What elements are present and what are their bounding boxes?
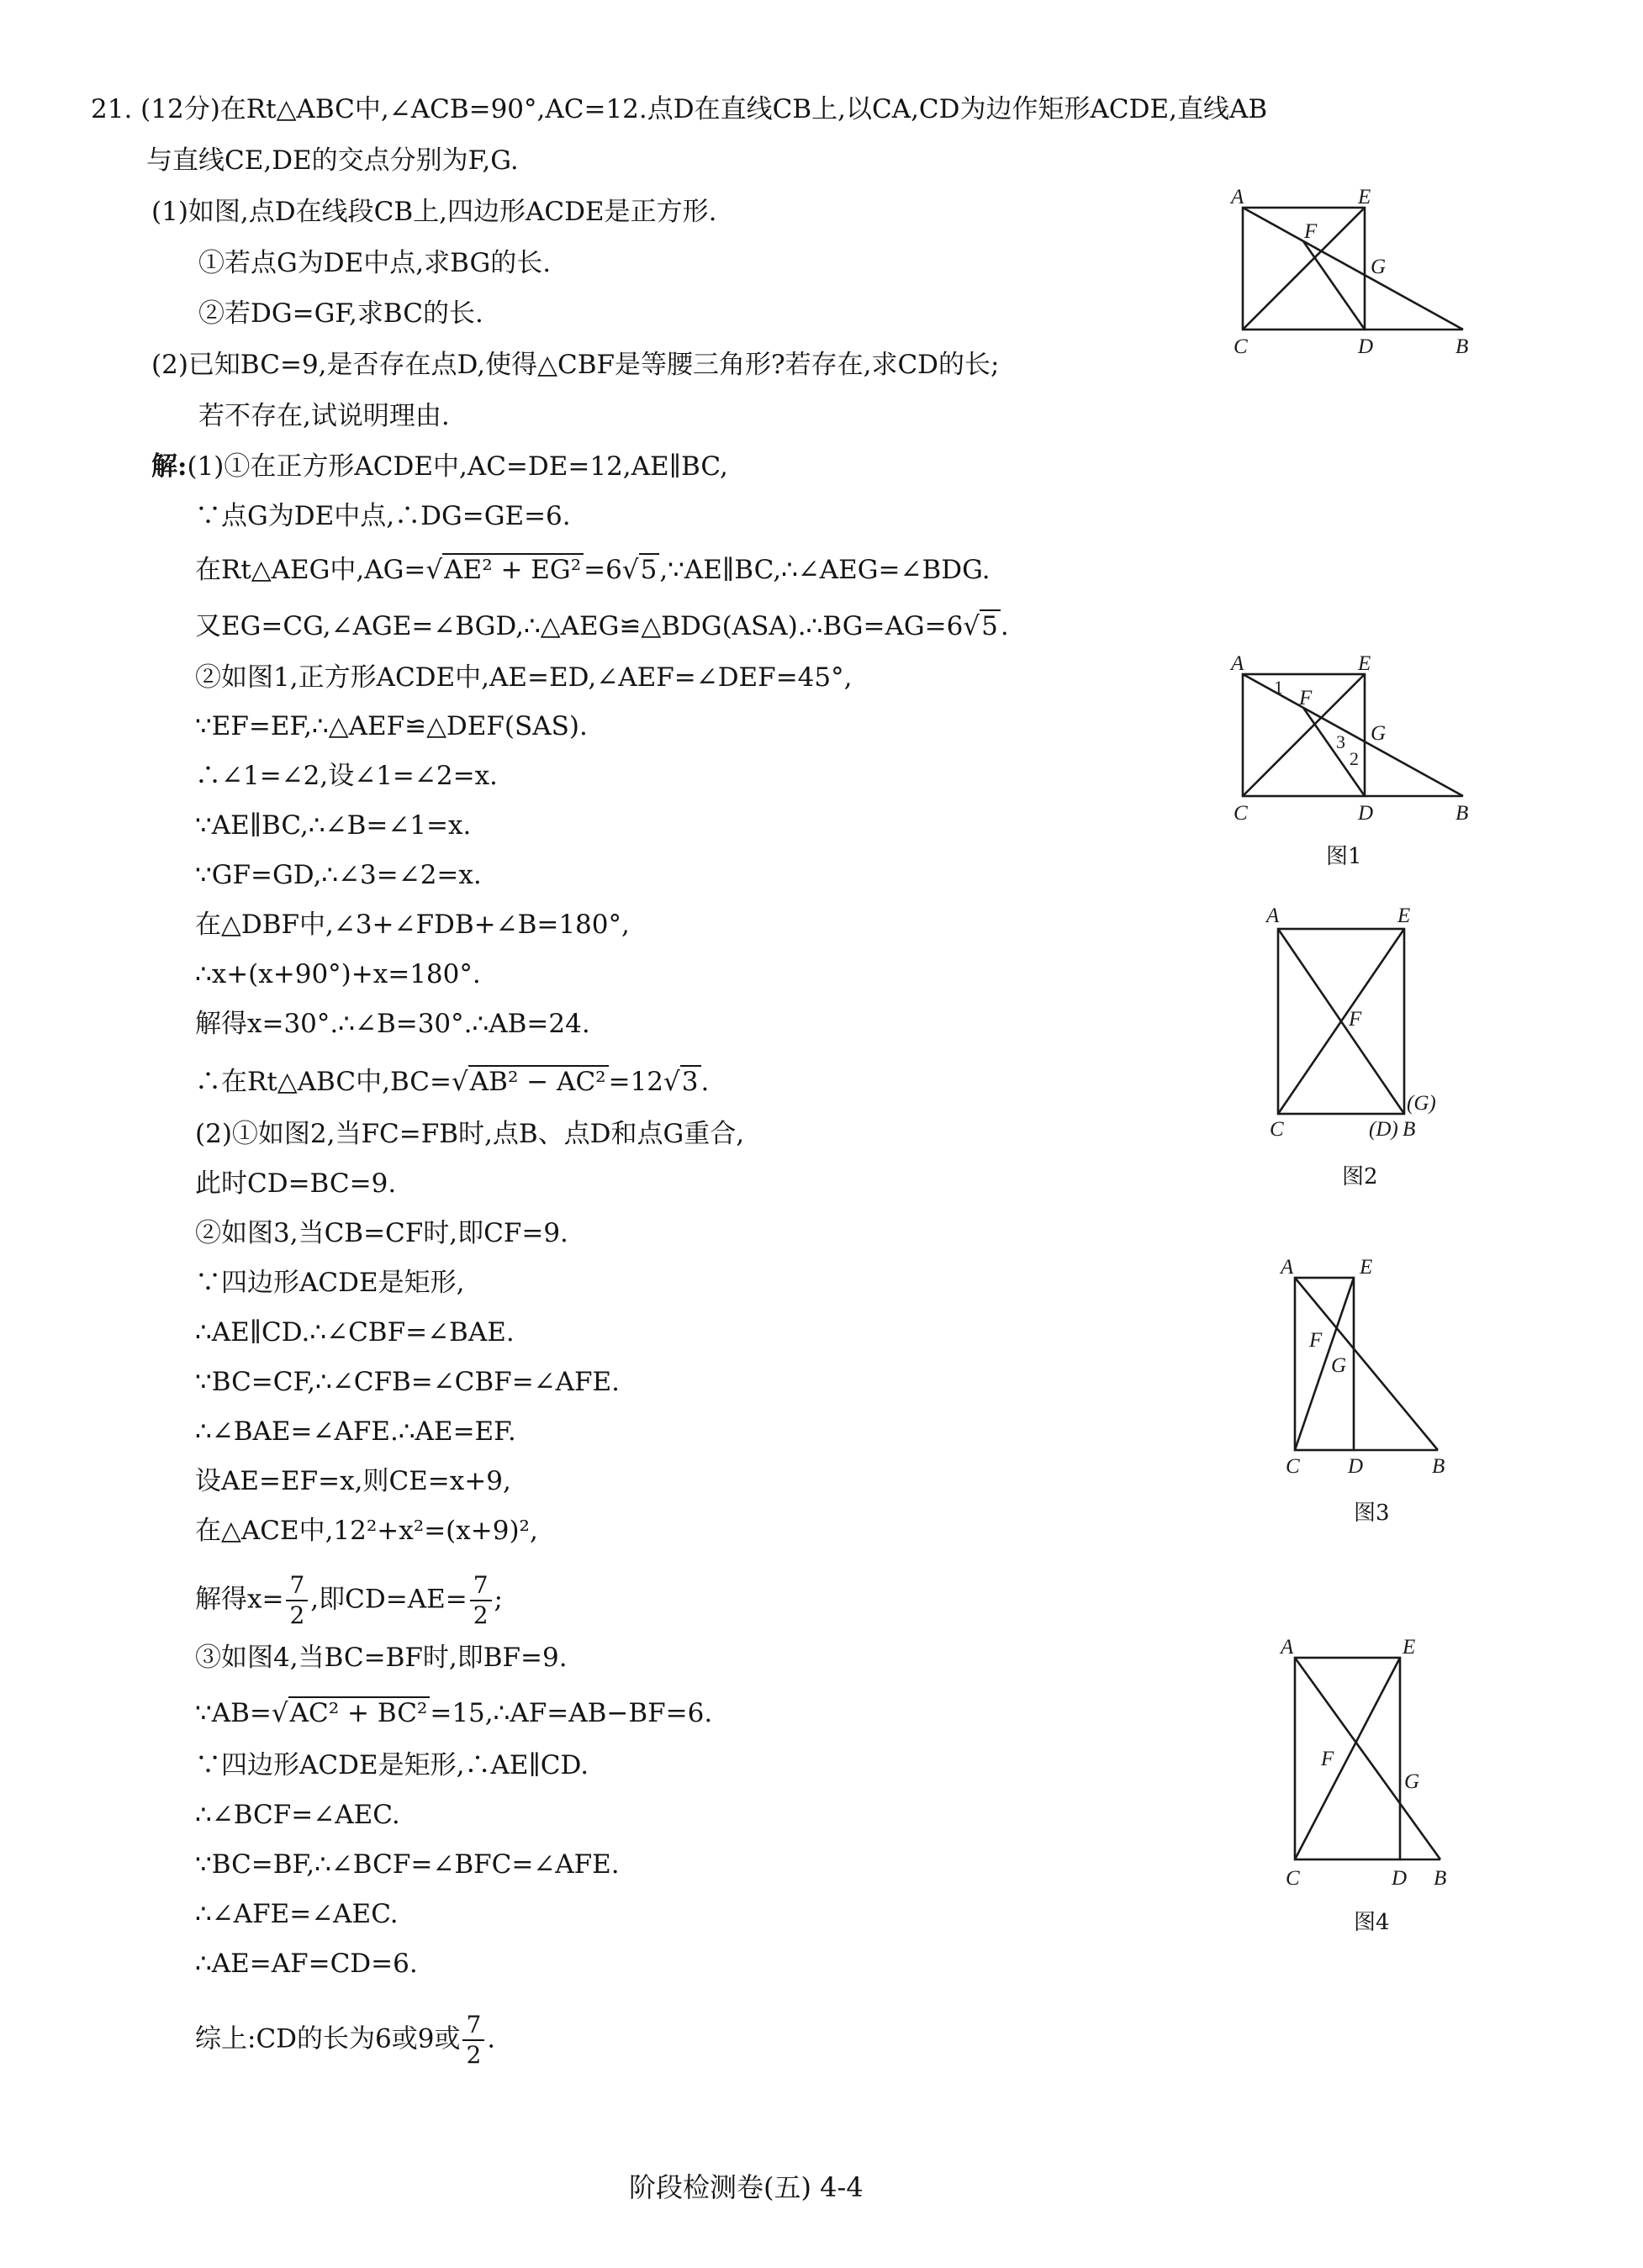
- sqrt-radicand: 5: [980, 609, 1001, 641]
- text-seg: ,即CD=AE=: [310, 1584, 468, 1615]
- fraction-numerator: 7: [470, 1571, 492, 1601]
- caption-figure-3: 图3: [1354, 1501, 1390, 1526]
- line-AB: [1295, 1658, 1440, 1859]
- solution-line-29: ∴∠AFE=∠AEC.: [195, 1899, 399, 1929]
- solution-line-25: ∵AB=√AC² + BC²=15,∴AF=AB−BF=6.: [195, 1698, 713, 1728]
- text-seg: .: [1000, 611, 1009, 641]
- page-footer: 阶段检测卷(五) 4-4: [629, 2171, 864, 2203]
- problem-part-1a: ①若点G为DE中点,求BG的长.: [198, 248, 552, 278]
- label-G: G: [1371, 256, 1387, 278]
- solution-line-28: ∵BC=BF,∴∠BCF=∠BFC=∠AFE.: [195, 1849, 620, 1880]
- solution-line-27: ∴∠BCF=∠AEC.: [195, 1800, 400, 1830]
- sqrt-radicand: AB² − AC²: [468, 1065, 609, 1097]
- fraction-numerator: 7: [286, 1571, 308, 1601]
- label-C: C: [1286, 1867, 1300, 1890]
- text-seg: ∴在Rt△ABC中,BC=: [195, 1067, 452, 1097]
- text-seg: 在Rt△AEG中,AG=: [195, 555, 426, 585]
- label-E: E: [1403, 1636, 1416, 1659]
- problem-part-1: (1)如图,点D在线段CB上,四边形ACDE是正方形.: [151, 197, 717, 227]
- label-E: E: [1360, 1256, 1373, 1279]
- label-C: C: [1234, 802, 1248, 825]
- label-A: A: [1281, 1636, 1294, 1659]
- fraction-denominator: 2: [289, 1601, 305, 1629]
- solution-line-8: ∵AE∥BC,∴∠B=∠1=x.: [195, 810, 472, 841]
- fraction: [470, 1571, 492, 1630]
- label-D: D: [1348, 1455, 1364, 1478]
- label-A: A: [1231, 186, 1244, 208]
- text-seg: 解得x=: [195, 1584, 284, 1615]
- text-seg: .: [487, 2023, 496, 2054]
- figure-1: [1223, 651, 1476, 828]
- label-D: D: [1392, 1867, 1408, 1890]
- solution-line-7: ∴∠1=∠2,设∠1=∠2=x.: [195, 761, 498, 791]
- solution-label: 解:: [151, 451, 188, 482]
- angle-label-1: 1: [1274, 677, 1283, 698]
- caption-figure-4: 图4: [1354, 1910, 1390, 1935]
- label-D: D: [1358, 335, 1374, 358]
- solution-line-22: 在△ACE中,12²+x²=(x+9)²,: [195, 1516, 538, 1546]
- line-AB: [1295, 1278, 1438, 1450]
- solution-line-6: ∵EF=EF,∴△AEF≌△DEF(SAS).: [195, 711, 588, 741]
- caption-figure-2: 图2: [1342, 1164, 1378, 1189]
- label-B: B: [1434, 1867, 1447, 1890]
- fraction-numerator: 7: [462, 2011, 484, 2041]
- sqrt-radicand: 5: [639, 553, 660, 585]
- figure-problem: [1223, 185, 1476, 361]
- solution-line-15: 此时CD=BC=9.: [195, 1168, 397, 1199]
- solution-line-23: [195, 1571, 503, 1630]
- label-C: C: [1286, 1455, 1300, 1478]
- solution-line-9: ∵GF=GD,∴∠3=∠2=x.: [195, 860, 482, 890]
- angle-label-3: 3: [1336, 731, 1345, 752]
- label-F: F: [1299, 687, 1313, 709]
- fraction-denominator: 2: [466, 2041, 482, 2069]
- solution-line-14: (2)①如图2,当FC=FB时,点B、点D和点G重合,: [195, 1119, 745, 1149]
- figure-2: [1253, 904, 1455, 1147]
- text-seg: ,∵AE∥BC,∴∠AEG=∠BDG.: [659, 555, 991, 585]
- solution-line-13: ∴在Rt△ABC中,BC=√AB² − AC²=12√3.: [195, 1067, 710, 1097]
- label-G: (G): [1407, 1092, 1436, 1115]
- label-C: C: [1270, 1118, 1284, 1141]
- solution-line-26: ∵四边形ACDE是矩形,∴AE∥CD.: [195, 1750, 589, 1780]
- label-B: B: [1455, 335, 1469, 358]
- text-seg: ;: [494, 1584, 503, 1615]
- solution-line-18: ∴AE∥CD.∴∠CBF=∠BAE.: [195, 1317, 515, 1348]
- label-F: F: [1304, 220, 1318, 243]
- problem-line-1: 21. (12分)在Rt△ABC中,∠ACB=90°,AC=12.点D在直线CB上,以CA,CD为边作矩形ACDE,直线AB: [91, 94, 1268, 124]
- text-seg: =15,∴AF=AB−BF=6.: [430, 1698, 713, 1728]
- solution-line-17: ∵四边形ACDE是矩形,: [195, 1268, 465, 1298]
- solution-line-5: ②如图1,正方形ACDE中,AE=ED,∠AEF=∠DEF=45°,: [195, 662, 853, 693]
- caption-figure-1: 图1: [1326, 844, 1362, 869]
- solution-line-4: 又EG=CG,∠AGE=∠BGD,∴△AEG≌△BDG(ASA).∴BG=AG=6√5.: [195, 611, 1009, 641]
- text-seg: 又EG=CG,∠AGE=∠BGD,∴△AEG≌△BDG(ASA).∴BG=AG=6: [195, 611, 964, 641]
- problem-part-2b: 若不存在,试说明理由.: [198, 401, 450, 431]
- fraction-denominator: 2: [473, 1601, 489, 1629]
- solution-line-3: 在Rt△AEG中,AG=√AE² + EG²=6√5,∵AE∥BC,∴∠AEG=∠BDG.: [195, 555, 991, 585]
- text-seg: .: [700, 1067, 710, 1097]
- line-CE: [1295, 1658, 1400, 1859]
- text-seg: =12: [608, 1067, 664, 1097]
- label-A: A: [1231, 652, 1244, 675]
- solution-line-16: ②如图3,当CB=CF时,即CF=9.: [195, 1218, 568, 1248]
- sqrt-radicand: AE² + EG²: [442, 553, 584, 585]
- solution-line-12: 解得x=30°.∴∠B=30°.∴AB=24.: [195, 1009, 590, 1039]
- label-B: B: [1403, 1118, 1416, 1141]
- label-B: B: [1432, 1455, 1445, 1478]
- segment-FD: [1303, 241, 1365, 330]
- text-seg: ∵AB=: [195, 1698, 272, 1728]
- label-G: G: [1404, 1770, 1420, 1793]
- label-C: C: [1234, 335, 1248, 358]
- solution-text: (1)①在正方形ACDE中,AC=DE=12,AE∥BC,: [187, 451, 728, 482]
- label-A: A: [1281, 1256, 1294, 1279]
- fraction: [286, 1571, 308, 1630]
- solution-line-1: [151, 450, 728, 483]
- label-F: F: [1321, 1748, 1334, 1770]
- sqrt-radicand: 3: [680, 1065, 701, 1097]
- label-B: B: [1455, 802, 1469, 825]
- problem-part-1b: ②若DG=GF,求BC的长.: [198, 298, 483, 329]
- label-F: F: [1349, 1008, 1362, 1031]
- text-seg: =6: [584, 555, 622, 585]
- solution-line-20: ∴∠BAE=∠AFE.∴AE=EF.: [195, 1416, 516, 1447]
- solution-line-24: ③如图4,当BC=BF时,即BF=9.: [195, 1643, 568, 1673]
- label-E: E: [1397, 905, 1411, 927]
- solution-line-19: ∵BC=CF,∴∠CFB=∠CBF=∠AFE.: [195, 1367, 621, 1397]
- fraction: [462, 2011, 484, 2070]
- solution-line-2: ∵点G为DE中点,∴DG=GE=6.: [195, 501, 571, 531]
- text-seg: 综上:CD的长为6或9或: [195, 2023, 461, 2054]
- solution-line-11: ∴x+(x+90°)+x=180°.: [195, 959, 481, 989]
- problem-part-2: (2)已知BC=9,是否存在点D,使得△CBF是等腰三角形?若存在,求CD的长;: [151, 350, 1000, 380]
- solution-line-21: 设AE=EF=x,则CE=x+9,: [195, 1466, 511, 1496]
- angle-label-2: 2: [1350, 748, 1359, 769]
- figure-4: [1265, 1632, 1459, 1893]
- label-F: F: [1309, 1329, 1323, 1352]
- label-G: G: [1331, 1354, 1347, 1377]
- figure-3: [1265, 1253, 1459, 1479]
- label-G: G: [1371, 722, 1387, 745]
- sqrt-radicand: AC² + BC²: [288, 1696, 431, 1728]
- problem-line-2: 与直线CE,DE的交点分别为F,G.: [146, 145, 519, 176]
- label-E: E: [1358, 186, 1371, 208]
- solution-line-30: ∴AE=AF=CD=6.: [195, 1949, 418, 1979]
- label-A: A: [1266, 905, 1280, 927]
- solution-line-10: 在△DBF中,∠3+∠FDB+∠B=180°,: [195, 910, 630, 940]
- label-E: E: [1358, 652, 1371, 675]
- label-D: D: [1358, 802, 1374, 825]
- label-D: (D): [1369, 1118, 1398, 1141]
- solution-line-31: [195, 2011, 495, 2070]
